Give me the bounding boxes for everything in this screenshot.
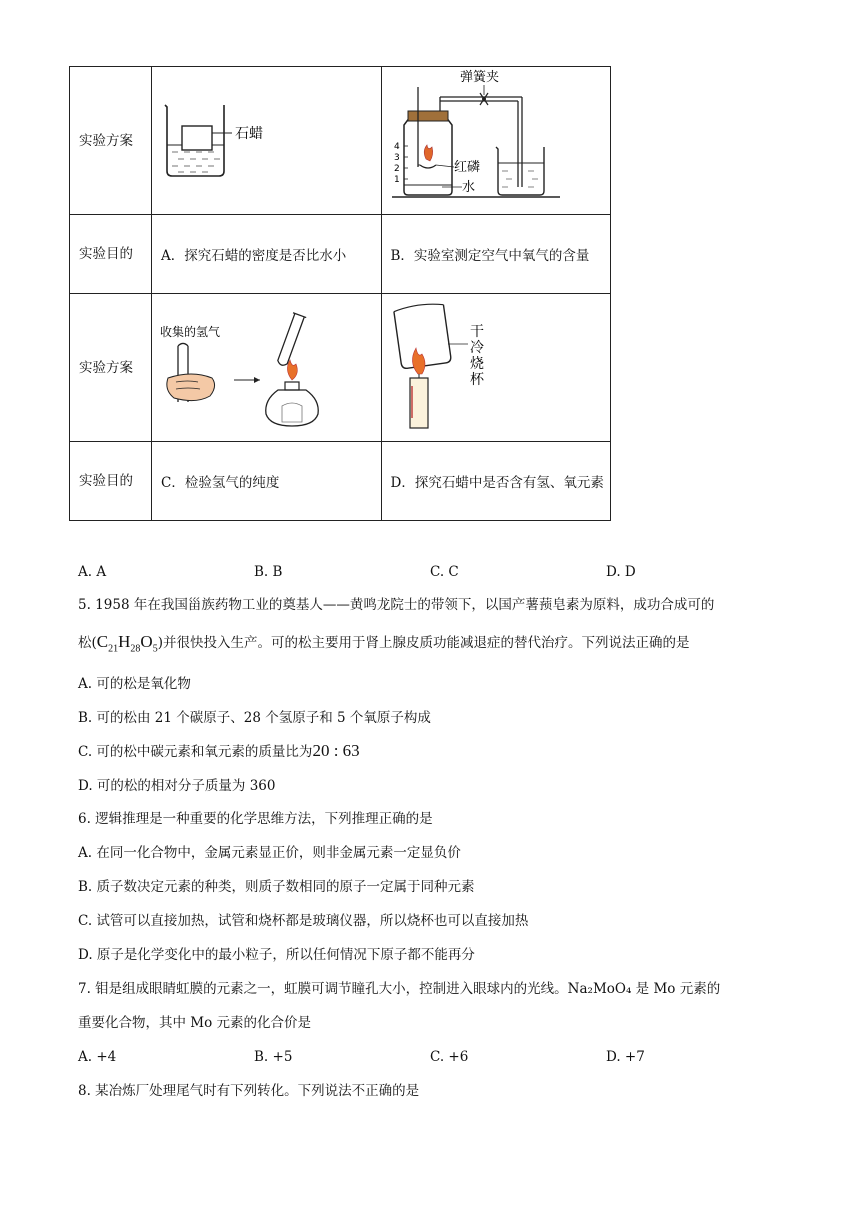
fig-b-water-label: 水 bbox=[461, 180, 475, 195]
purpose-d: D．探究石蜡中是否含有氢、氧元素 bbox=[381, 442, 611, 521]
q6-stem: 6. 逻辑推理是一种重要的化学思维方法，下列推理正确的是 bbox=[78, 811, 433, 827]
q4-option-c[interactable]: C. C bbox=[430, 564, 459, 580]
q5-option-d[interactable]: D. 可的松的相对分子质量为 360 bbox=[78, 778, 276, 794]
fig-b-clip-label: 弹簧夹 bbox=[459, 70, 499, 85]
q6-option-c[interactable]: C. 试管可以直接加热，试管和烧杯都是玻璃仪器，所以烧杯也可以直接加热 bbox=[78, 913, 529, 929]
q7-option-a[interactable]: A. +4 bbox=[78, 1049, 117, 1065]
figure-c-hydrogen-purity bbox=[152, 294, 382, 442]
fig-d-label-3: 烧 bbox=[469, 356, 484, 372]
q5-stem-2a: 松( bbox=[78, 635, 97, 651]
purpose-c: C．检验氢气的纯度 bbox=[152, 442, 382, 521]
label-purpose-2: 实验目的 bbox=[70, 442, 152, 521]
figure-b-oxygen-measure bbox=[381, 67, 611, 215]
figure-a-paraffin-in-water bbox=[152, 67, 382, 215]
purpose-b: B．实验室测定空气中氧气的含量 bbox=[381, 215, 611, 294]
label-scheme-1: 实验方案 bbox=[70, 67, 152, 215]
fig-b-scale-3: 3 bbox=[393, 153, 400, 163]
q7-option-c[interactable]: C. +6 bbox=[430, 1049, 469, 1065]
q4-option-d[interactable]: D. D bbox=[606, 564, 636, 580]
fig-d-label-4: 杯 bbox=[469, 372, 484, 388]
fig-b-phosphorus-label: 红磷 bbox=[453, 160, 480, 175]
q8-stem: 8. 某冶炼厂处理尾气时有下列转化。下列说法不正确的是 bbox=[78, 1083, 420, 1099]
q4-option-a[interactable]: A. A bbox=[78, 564, 107, 580]
experiment-table bbox=[69, 66, 611, 521]
fig-d-label-1: 干 bbox=[469, 324, 484, 340]
q7-option-d[interactable]: D. +7 bbox=[606, 1049, 645, 1065]
fig-b-scale-2: 2 bbox=[393, 164, 400, 174]
fig-a-label: 石蜡 bbox=[235, 126, 263, 142]
fig-b-scale-1: 1 bbox=[393, 175, 400, 185]
q5-option-b[interactable]: B. 可的松由 21 个碳原子、28 个氢原子和 5 个氧原子构成 bbox=[78, 710, 431, 726]
q5-ratio: 20 : 63 bbox=[312, 741, 360, 760]
label-scheme-2: 实验方案 bbox=[70, 294, 152, 442]
figure-d-candle-beaker bbox=[381, 294, 611, 442]
q5-stem-line1: 5. 1958 年在我国甾族药物工业的奠基人——黄鸣龙院士的带领下，以国产薯蓣皂素为原料，成功合成可的 bbox=[78, 597, 715, 613]
q5-stem-2b: )并很快投入生产。可的松主要用于肾上腺皮质功能减退症的替代治疗。下列说法正确的是 bbox=[157, 635, 690, 651]
purpose-a: A．探究石蜡的密度是否比水小 bbox=[152, 215, 382, 294]
label-purpose-1: 实验目的 bbox=[70, 215, 152, 294]
q7-stem-line1: 7. 钼是组成眼睛虹膜的元素之一，虹膜可调节瞳孔大小，控制进入眼球内的光线。Na₂MoO₄ 是 Mo 元素的 bbox=[78, 981, 721, 997]
q6-option-d[interactable]: D. 原子是化学变化中的最小粒子，所以任何情况下原子都不能再分 bbox=[78, 947, 475, 963]
q7-stem-line2: 重要化合物，其中 Mo 元素的化合价是 bbox=[78, 1015, 312, 1031]
q4-option-b[interactable]: B. B bbox=[254, 564, 283, 580]
q5-option-c[interactable]: C. 可的松中碳元素和氧元素的质量比为20 : 63 bbox=[78, 741, 360, 760]
q6-option-a[interactable]: A. 在同一化合物中，金属元素显正价，则非金属元素一定显负价 bbox=[78, 845, 461, 861]
q5-formula: $C_{21}H_{28}O_5$ bbox=[96, 632, 158, 655]
q6-option-b[interactable]: B. 质子数决定元素的种类，则质子数相同的原子一定属于同种元素 bbox=[78, 879, 475, 895]
q7-option-b[interactable]: B. +5 bbox=[254, 1049, 293, 1065]
fig-b-scale-4: 4 bbox=[393, 142, 400, 152]
fig-c-label: 收集的氢气 bbox=[160, 325, 221, 339]
q5-option-a[interactable]: A. 可的松是氧化物 bbox=[78, 676, 191, 692]
fig-d-label-2: 冷 bbox=[469, 340, 484, 356]
q5-stem-line2 bbox=[78, 632, 689, 659]
